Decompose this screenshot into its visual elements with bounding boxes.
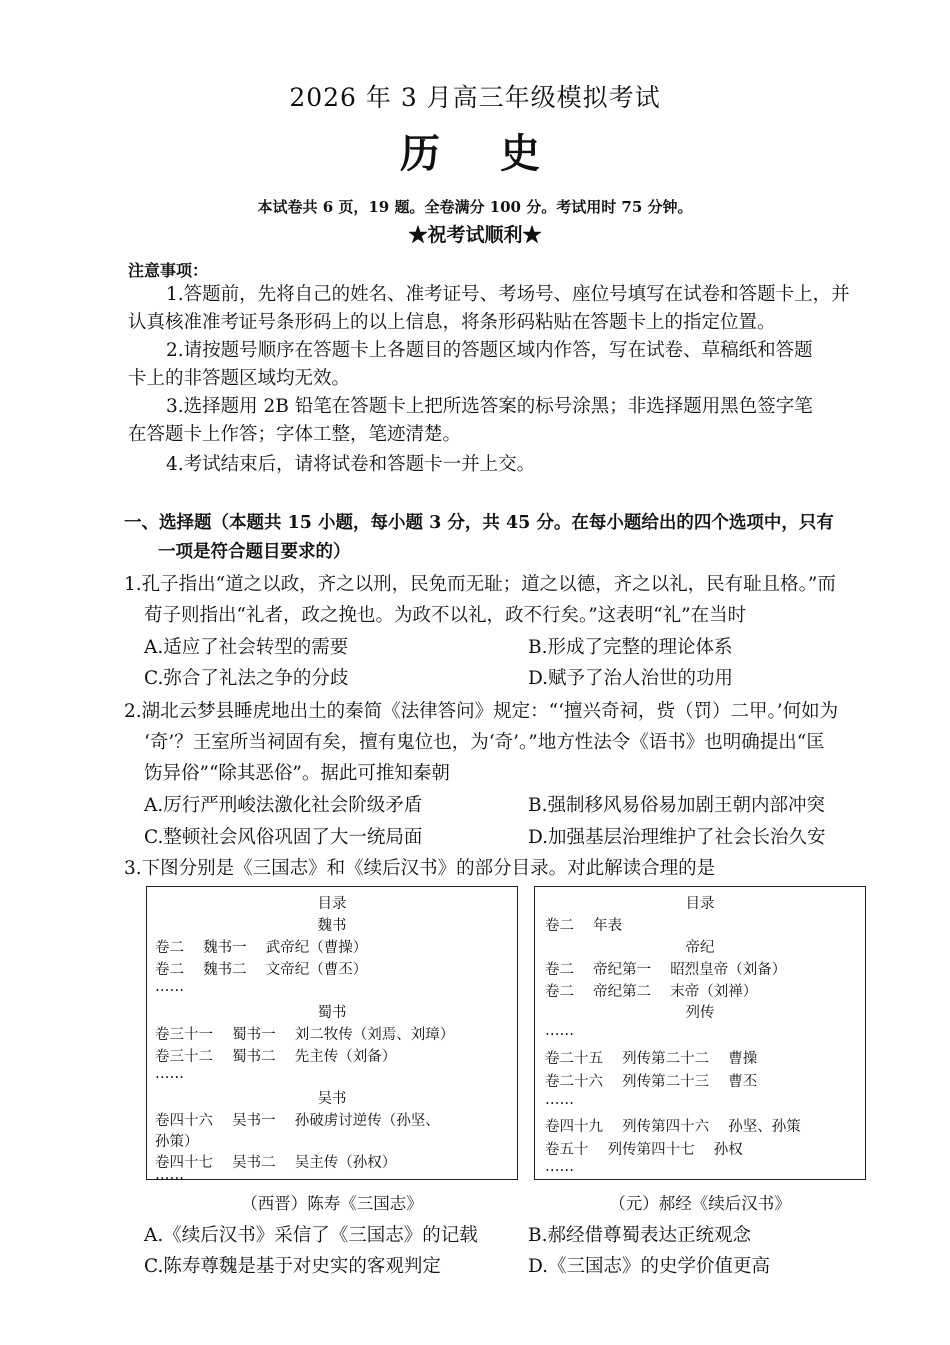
toc-group-heading: 列传 [685, 1005, 715, 1021]
notice-line: 卡上的非答题区域均无效。 [128, 368, 351, 389]
q3-option-c: C.陈寿尊魏是基于对史实的客观判定 [144, 1256, 441, 1277]
toc-row: 卷三十一 蜀书一 刘二牧传（刘焉、刘璋） [155, 1027, 455, 1043]
q3-stem: 3.下图分别是《三国志》和《续后汉书》的部分目录。对此解读合理的是 [124, 858, 716, 879]
toc-title: 目录 [685, 896, 715, 912]
q2-stem: 2.湖北云梦县睡虎地出土的秦简《法律答问》规定：“‘擅兴奇祠，赀（罚）二甲。’何如为 [124, 701, 839, 722]
toc-ellipsis: …… [155, 979, 184, 995]
q2-stem-cont: 饬异俗”“除其恶俗”。据此可推知秦朝 [144, 763, 450, 784]
toc-row: 卷四十六 吴书一 孙破虏讨逆传（孙坚、 [155, 1113, 440, 1129]
notice-line: 4.考试结束后，请将试卷和答题卡一并上交。 [166, 454, 536, 475]
q2-option-b: B.强制移风易俗易加剧王朝内部冲突 [528, 795, 825, 816]
toc-ellipsis: …… [545, 1023, 574, 1039]
good-luck-banner: ★祝考试顺利★ [408, 224, 542, 246]
q3-option-b: B.郝经借尊蜀表达正统观念 [528, 1225, 751, 1246]
toc-row: 卷二 帝纪第二 末帝（刘禅） [545, 984, 758, 1000]
sanguozhi-toc-box [146, 886, 518, 1183]
toc-row: 卷四十九 列传第四十六 孙坚、孙策 [545, 1119, 801, 1135]
q2-option-d: D.加强基层治理维护了社会长治久安 [528, 827, 826, 848]
q2-option-a: A.厉行严刑峻法激化社会阶级矛盾 [144, 795, 423, 816]
q2-stem-cont: ‘奇’？王室所当祠固有矣，擅有鬼位也，为‘奇’。”地方性法令《语书》也明确提出“匡 [144, 732, 825, 753]
notice-line: 2.请按题号顺序在答题卡上各题目的答题区域内作答，写在试卷、草稿纸和答题 [166, 340, 813, 361]
toc-row: 卷二十六 列传第二十三 曹丕 [545, 1074, 758, 1090]
toc-row: 卷二 年表 [545, 918, 623, 934]
q1-option-b: B.形成了完整的理论体系 [528, 637, 733, 658]
q1-option-d: D.赋予了治人治世的功用 [528, 668, 734, 689]
toc-ellipsis: …… [545, 1092, 574, 1108]
toc-row-cont: 孙策） [155, 1134, 199, 1150]
xuhouhanshu-caption: （元）郝经《续后汉书》 [609, 1194, 791, 1213]
toc-row: 卷二十五 列传第二十二 曹操 [545, 1051, 758, 1067]
toc-group-heading: 帝纪 [685, 940, 715, 956]
notice-line: 在答题卡上作答；字体工整，笔迹清楚。 [128, 424, 462, 445]
toc-row: 卷二 帝纪第一 昭烈皇帝（刘备） [545, 962, 787, 978]
q1-option-c: C.弥合了礼法之争的分歧 [144, 668, 349, 689]
sanguozhi-caption: （西晋）陈寿《三国志》 [241, 1194, 423, 1213]
section-heading: 一、选择题（本题共 15 小题，每小题 3 分，共 45 分。在每小题给出的四个选项中，只有 [124, 513, 834, 533]
q3-option-a: A.《续后汉书》采信了《三国志》的记载 [144, 1225, 478, 1246]
toc-group-heading: 魏书 [317, 918, 347, 934]
toc-group-heading: 蜀书 [317, 1005, 347, 1021]
toc-title: 目录 [317, 896, 347, 912]
toc-row: 卷二 魏书一 武帝纪（曹操） [155, 940, 368, 956]
toc-row: 卷五十 列传第四十七 孙权 [545, 1142, 743, 1158]
toc-ellipsis: …… [545, 1159, 574, 1175]
toc-row: 卷二 魏书二 文帝纪（曹丕） [155, 962, 368, 978]
q3-option-d: D.《三国志》的史学价值更高 [528, 1256, 771, 1277]
toc-ellipsis: …… [155, 1066, 184, 1082]
notice-line: 1.答题前，先将自己的姓名、准考证号、考场号、座位号填写在试卷和答题卡上，并 [166, 284, 850, 305]
xuhouhanshu-toc-box [534, 886, 866, 1180]
notice-line: 3.选择题用 2B 铅笔在答题卡上把所选答案的标号涂黑；非选择题用黑色签字笔 [166, 396, 813, 417]
q1-stem-cont: 荀子则指出“礼者，政之挽也。为政不以礼，政不行矣。”这表明“礼”在当时 [144, 605, 747, 626]
toc-ellipsis: …… [155, 1167, 184, 1183]
q2-option-c: C.整顿社会风俗巩固了大一统局面 [144, 827, 423, 848]
section-heading-cont: 一项是符合题目要求的） [158, 542, 351, 562]
exam-title: 2026 年 3 月高三年级模拟考试 [289, 83, 661, 112]
q1-option-a: A.适应了社会转型的需要 [144, 637, 349, 658]
subject-title: 历 史 [400, 130, 550, 177]
toc-group-heading: 吴书 [317, 1091, 347, 1107]
notice-heading: 注意事项： [128, 261, 209, 280]
notice-line: 认真核准准考证号条形码上的以上信息，将条形码粘贴在答题卡上的指定位置。 [128, 312, 776, 333]
q1-stem: 1.孔子指出“道之以政，齐之以刑，民免而无耻；道之以德，齐之以礼，民有耻且格。”而 [124, 574, 836, 595]
toc-row: 卷四十七 吴书二 吴主传（孙权） [155, 1155, 397, 1171]
exam-info: 本试卷共 6 页，19 题。全卷满分 100 分。考试用时 75 分钟。 [257, 198, 693, 216]
toc-row: 卷三十二 蜀书二 先主传（刘备） [155, 1049, 397, 1065]
